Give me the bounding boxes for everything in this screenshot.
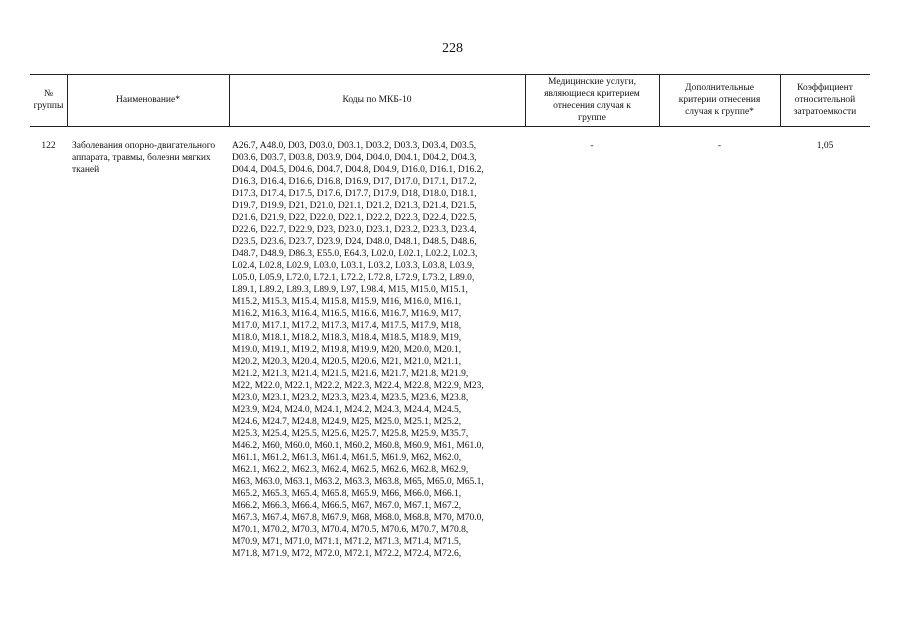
header-name: Наименование* [116,95,180,105]
cell-icd-codes [232,140,522,560]
header-bottom-border [30,126,870,127]
icd-codes-line: M16.2, M16.3, M16.4, M16.5, M16.6, M16.7, M16.9, M17, [232,309,462,319]
icd-codes-line: M17.0, M17.1, M17.2, M17.3, M17.4, M17.5, M17.9, M18, [232,321,462,331]
icd-codes-line: L89.1, L89.2, L89.3, L89.9, L97, L98.4, M15, M15.0, M15.1, [232,285,468,295]
icd-codes-line: L02.4, L02.8, L02.9, L03.0, L03.1, L03.2, L03.3, L03.8, L03.9, [232,261,475,271]
icd-codes-line: M46.2, M60, M60.0, M60.1, M60.2, M60.8, M60.9, M61, M61.0, [232,441,484,451]
icd-codes-line: M25.3, M25.4, M25.5, M25.6, M25.7, M25.8, M25.9, M35.7, [232,429,469,439]
icd-codes-line: D04.4, D04.5, D04.6, D04.7, D04.8, D04.9, D16.0, D16.1, D16.2, [232,165,484,175]
icd-codes-line: M71.8, M71.9, M72, M72.0, M72.1, M72.2, M72.4, M72.6, [232,549,462,559]
cell-name: Заболевания опорно-двигательного аппарата, травмы, болезни мягких тканей [72,141,216,175]
page-number: 228 [442,41,463,56]
icd-codes-line: M15.2, M15.3, M15.4, M15.8, M15.9, M16, M16.0, M16.1, [232,297,462,307]
icd-codes-line: M67.3, M67.4, M67.8, M67.9, M68, M68.0, M68.8, M70, M70.0, [232,513,484,523]
icd-codes-line: D19.7, D19.9, D21, D21.0, D21.1, D21.2, D21.3, D21.4, D21.5, [232,201,477,211]
icd-codes-line: M70.9, M71, M71.0, M71.1, M71.2, M71.3, M71.4, M71.5, [232,537,462,547]
icd-codes-line: M65.2, M65.3, M65.4, M65.8, M65.9, M66, M66.0, M66.1, [232,489,462,499]
icd-codes-line: D48.7, D48.9, D86.3, E55.0, E64.3, L02.0, L02.1, L02.2, L02.3, [232,249,478,259]
cell-coefficient: 1,05 [816,141,834,151]
header-coefficient: Коэффициент относительной затратоемкости [793,83,857,117]
icd-codes-line: M19.0, M19.1, M19.2, M19.8, M19.9, M20, M20.0, M20.1, [232,345,462,355]
icd-codes-line: D21.6, D21.9, D22, D22.0, D22.1, D22.2, D22.3, D22.4, D22.5, [232,213,477,223]
header-icd-codes: Коды по МКБ-10 [342,95,412,105]
icd-codes-line: M70.1, M70.2, M70.3, M70.4, M70.5, M70.6, M70.7, M70.8, [232,525,469,535]
icd-codes-line: M62.1, M62.2, M62.3, M62.4, M62.5, M62.6, M62.8, M62.9, [232,465,469,475]
icd-codes-line: D22.6, D22.7, D22.9, D23, D23.0, D23.1, D23.2, D23.3, D23.4, [232,225,477,235]
icd-codes-line: M22, M22.0, M22.1, M22.2, M22.3, M22.4, M22.8, M22.9, M23, [232,381,484,391]
icd-codes-line: M20.2, M20.3, M20.4, M20.5, M20.6, M21, M21.0, M21.1, [232,357,462,367]
header-medical-services: Медицинские услуги, являющиеся критерием отнесения случая к группе [544,77,640,123]
icd-codes-line: M23.0, M23.1, M23.2, M23.3, M23.4, M23.5, M23.6, M23.8, [232,393,469,403]
icd-codes-line: M23.9, M24, M24.0, M24.1, M24.2, M24.3, M24.4, M24.5, [232,405,462,415]
icd-codes-line: L05.0, L05.9, L72.0, L72.1, L72.2, L72.8, L72.9, L73.2, L89.0, [232,273,475,283]
cell-additional-criteria: - [717,141,722,151]
icd-codes-line: M61.1, M61.2, M61.3, M61.4, M61.5, M61.9, M62, M62.0, [232,453,462,463]
icd-codes-line: D03.6, D03.7, D03.8, D03.9, D04, D04.0, D04.1, D04.2, D04.3, [232,153,477,163]
icd-codes-line: M24.6, M24.7, M24.8, M24.9, M25, M25.0, M25.1, M25.2, [232,417,462,427]
cell-medical-services: - [590,141,594,151]
icd-codes-line: D23.5, D23.6, D23.7, D23.9, D24, D48.0, D48.1, D48.5, D48.6, [232,237,477,247]
header-additional-criteria: Дополнительные критерии отнесения случая к группе* [678,83,761,117]
icd-codes-line: A26.7, A48.0, D03, D03.0, D03.1, D03.2, D03.3, D03.4, D03.5, [232,141,477,151]
icd-codes-line: M21.2, M21.3, M21.4, M21.5, M21.6, M21.7, M21.8, M21.9, [232,369,469,379]
icd-codes-line: M66.2, M66.3, M66.4, M66.5, M67, M67.0, M67.1, M67.2, [232,501,462,511]
header-group-no: № группы [33,89,64,111]
cell-group-no: 122 [41,141,56,151]
icd-codes-line: M18.0, M18.1, M18.2, M18.3, M18.4, M18.5, M18.9, M19, [232,333,462,343]
icd-codes-line: M63, M63.0, M63.1, M63.2, M63.3, M63.8, M65, M65.0, M65.1, [232,477,484,487]
icd-codes-line: D17.3, D17.4, D17.5, D17.6, D17.7, D17.9, D18, D18.0, D18.1, [232,189,477,199]
icd-codes-line: D16.3, D16.4, D16.6, D16.8, D16.9, D17, D17.0, D17.1, D17.2, [232,177,477,187]
